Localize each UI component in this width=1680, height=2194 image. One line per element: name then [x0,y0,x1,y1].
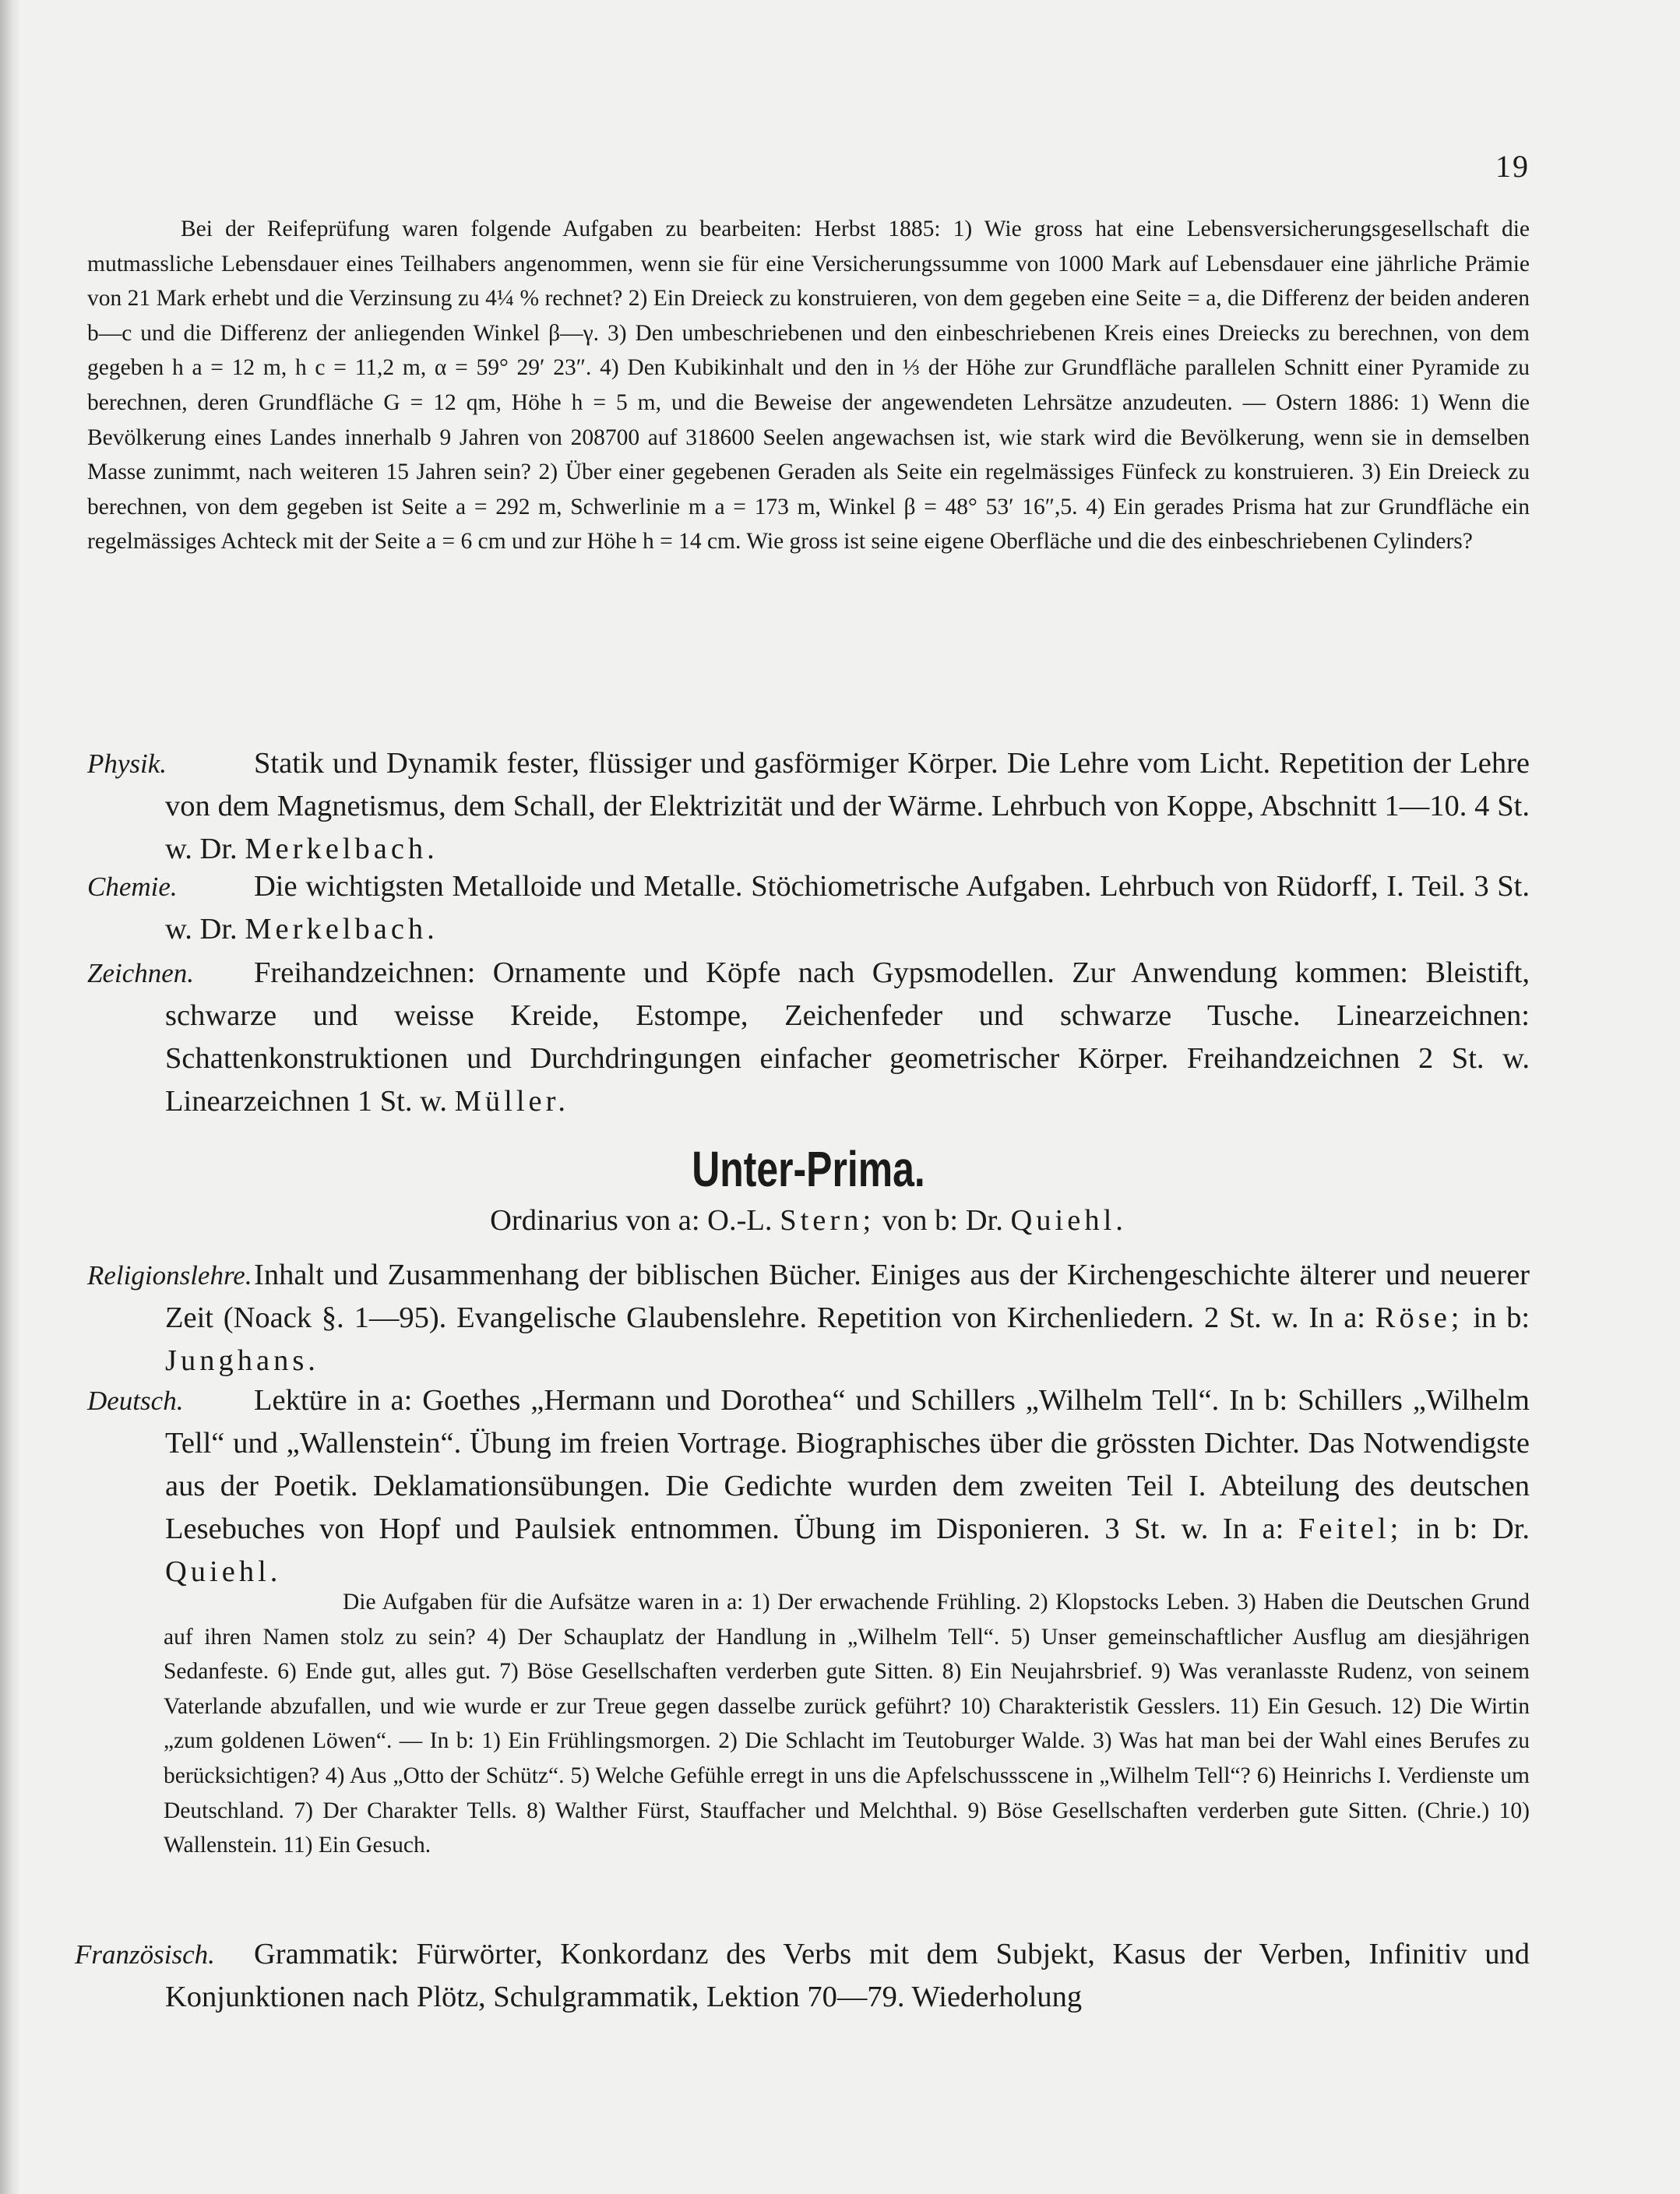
subject-religion [87,1254,1530,1382]
essay-topics-text: Die Aufgaben für die Aufsätze waren in a: 1) Der erwachende Frühling. 2) Klopstocks Leben. 3) Haben die Deutschen Grund auf ihren Namen stolz zu sein? 4) Der Schauplatz der Handlung in „Wilhelm Tell“. 5) Unser gemeinschaftlicher Ausflug am diesjährigen Sedanfeste. 6) Ende gut, alles gut. 7) Böse Gesellschaften verderben gute Sitten. 8) Ein Neujahrsbrief. 9) Was veranlasste Rudenz, von seinem Vaterlande abzufallen, und wie wurde er zur Treue gegen dasselbe zurück geführt? 10) Charakteristik Gesslers. 11) Ein Gesuch. 12) Die Wirtin „zum goldenen Löwen“. — In b: 1) Ein Frühlingsmorgen. 2) Die Schlacht im Teutoburger Walde. 3) Was hat man bei der Wahl eines Berufes zu berücksichtigen? 4) Aus „Otto der Schütz“. 5) Welche Gefühle erregt in uns die Apfelschussscene in „Wilhelm Tell“? 6) Heinrichs I. Verdienste um Deutschland. 7) Der Charakter Tells. 8) Walther Fürst, Stauffacher und Melchthal. 9) Böse Gesellschaften verderben gute Sitten. (Chrie.) 10) Wallenstein. 11) Ein Gesuch. [164,1590,1530,1858]
chemie-text: Die wichtigsten Metalloide und Metalle. Stöchiometrische Aufgaben. Lehrbuch von Rüdorff, I. Teil. 3 St. w. Dr. [165,870,1530,946]
zeichnen-text: Freihandzeichnen: Ornamente und Köpfe nach Gypsmodellen. Zur Anwendung kommen: Bleistift, schwarze und weisse Kreide, Estompe, Zeichenfeder und schwarze Tusche. Linearzeichnen: Schattenkonstruktionen und Durchdringungen einfacher geometrischer Körper. Freihandzeichnen 2 St. w. Linearzeichnen 1 St. w. [165,956,1530,1118]
subject-physik [87,742,1530,871]
chemie-teacher: Merkelbach. [245,913,438,946]
religion-teacher-a: Röse; [1375,1301,1463,1334]
deutsch-teacher-a: Feitel; [1298,1513,1403,1545]
subject-label-zeichnen: Zeichnen. [87,958,195,988]
ordinarius-teacher-b: Quiehl. [1010,1204,1127,1237]
subject-label-franz: Französisch. [75,1939,215,1970]
physik-teacher: Merkelbach. [245,833,438,865]
ordinarius-line [87,1199,1530,1242]
subject-label-chemie: Chemie. [87,872,178,902]
subject-deutsch [87,1379,1530,1594]
deutsch-teacher-b: Quiehl. [165,1555,282,1588]
franz-text: Grammatik: Fürwörter, Konkordanz des Verbs mit dem Subjekt, Kasus der Verben, Infinitiv und Konjunktionen nach Plötz, Schulgrammatik, Lektion 70—79. Wiederholung [165,1938,1530,2013]
subject-label-religion: Religionslehre. [87,1260,252,1291]
page-number: 19 [1495,149,1530,184]
deutsch-text: Lektüre in a: Goethes „Hermann und Dorothea“ und Schillers „Wilhelm Tell“. In b: Schillers „Wilhelm Tell“ und „Wallenstein“. Übung im freien Vortrage. Biographisches über die grössten Dichter. Das Notwendigste aus der Poetik. Deklamationsübungen. Die Gedichte wurden dem zweiten Teil I. Abteilung des deutschen Lesebuches von Hopf und Paulsiek entnommen. Übung im Disponieren. 3 St. w. In a: [165,1384,1530,1545]
deutsch-middle: in b: Dr. [1416,1513,1530,1545]
subject-label-deutsch: Deutsch. [87,1386,184,1416]
religion-middle: in b: [1473,1301,1530,1334]
zeichnen-teacher: Müller. [454,1085,569,1118]
subject-zeichnen [87,952,1530,1123]
physik-text: Statik und Dynamik fester, flüssiger und gasförmiger Körper. Die Lehre vom Licht. Repetition der Lehre von dem Magnetismus, dem Schall, der Elektrizität und der Wärme. Lehrbuch von Koppe, Abschnitt 1—10. 4 St. w. Dr. [165,747,1530,865]
essay-topics-block [164,1585,1530,1863]
subject-chemie [87,865,1530,951]
ordinarius-teacher-a: Stern; [780,1204,875,1237]
ordinarius-middle: von b: Dr. [882,1204,1003,1237]
document-page [75,0,1530,2194]
subject-franz [75,1933,1530,2019]
section-title: Unter-Prima. [692,1141,925,1197]
exam-tasks-block [87,212,1530,559]
subject-label-physik: Physik. [87,748,167,779]
religion-text: Inhalt und Zusammenhang der biblischen Bücher. Einiges aus der Kirchengeschichte älterer und neuerer Zeit (Noack §. 1—95). Evangelische Glaubenslehre. Repetition von Kirchenliedern. 2 St. w. In a: [165,1259,1530,1334]
scan-edge-shadow [0,0,20,2194]
religion-teacher-b: Junghans. [165,1344,319,1377]
exam-tasks-text: Bei der Reifeprüfung waren folgende Aufgaben zu bearbeiten: Herbst 1885: 1) Wie gross hat eine Lebensversicherungsgesellschaft die mutmassliche Lebensdauer eines Teilhabers angenommen, wenn sie für eine Versicherungssumme von 1000 Mark auf Lebensdauer eine jährliche Prämie von 21 Mark erhebt und die Verzinsung zu 4¼ % rechnet? 2) Ein Dreieck zu konstruieren, von dem gegeben eine Seite = a, die Differenz der beiden anderen b—c und die Differenz der anliegenden Winkel β—γ. 3) Den umbeschriebenen und den einbeschriebenen Kreis eines Dreiecks zu berechnen, von dem gegeben h a = 12 m, h c = 11,2 m, α = 59° 29′ 23″. 4) Den Kubikinhalt und den in ⅓ der Höhe zur Grundfläche parallelen Schnitt einer Pyramide zu berechnen, deren Grundfläche G = 12 qm, Höhe h = 5 m, und die Beweise der angewendeten Lehrsätze anzudeuten. — Ostern 1886: 1) Wenn die Bevölkerung eines Landes innerhalb 9 Jahren von 208700 auf 318600 Seelen angewachsen ist, wie stark wird die Bevölkerung, wenn sie in demselben Masse zunimmt, nach weiteren 15 Jahren sein? 2) Über einer gegebenen Geraden als Seite ein regelmässiges Fünfeck zu konstruieren. 3) Ein Dreieck zu berechnen, von dem gegeben ist Seite a = 292 m, Schwerlinie m a = 173 m, Winkel β = 48° 53′ 16″,5. 4) Ein gerades Prisma hat zur Grundfläche ein regelmässiges Achteck mit der Seite a = 6 cm und zur Höhe h = 14 cm. Wie gross ist seine eigene Oberfläche und die des einbeschriebenen Cylinders? [87,217,1530,555]
ordinarius-prefix: Ordinarius von a: O.-L. [490,1204,773,1237]
